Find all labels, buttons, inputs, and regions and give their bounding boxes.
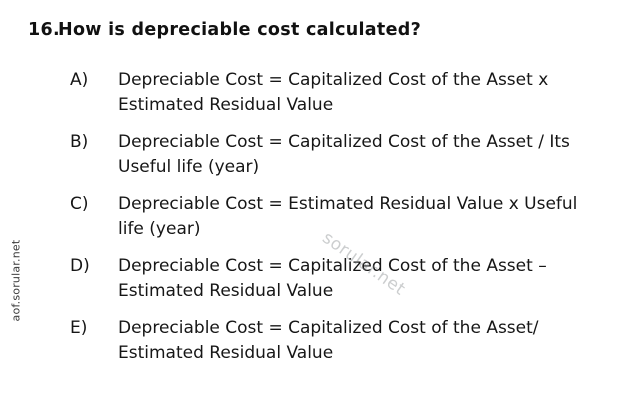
- sidebar-watermark-text: aof.sorular.net: [9, 239, 23, 322]
- option-c-text: Depreciable Cost = Estimated Residual Value x Useful life (year): [118, 194, 578, 239]
- page-title: How is depreciable cost calculated?: [58, 20, 422, 40]
- option-a-text: Depreciable Cost = Capitalized Cost of the Asset x Estimated Residual Value: [118, 70, 549, 115]
- option-b[interactable]: [70, 130, 610, 180]
- option-a[interactable]: [70, 68, 610, 118]
- option-d-letter: D): [70, 256, 90, 276]
- option-d-text: Depreciable Cost = Capitalized Cost of the Asset – Estimated Residual Value: [118, 256, 547, 301]
- option-b-letter: B): [70, 132, 89, 152]
- option-c-letter: C): [70, 194, 89, 214]
- option-b-text: Depreciable Cost = Capitalized Cost of the Asset / Its Useful life (year): [118, 132, 570, 177]
- option-a-letter: A): [70, 70, 89, 90]
- option-c[interactable]: [70, 192, 610, 242]
- option-e[interactable]: [70, 316, 610, 366]
- option-e-text: Depreciable Cost = Capitalized Cost of the Asset/ Estimated Residual Value: [118, 318, 539, 363]
- question-number: 16.: [28, 20, 60, 40]
- option-d[interactable]: [70, 254, 610, 304]
- option-e-letter: E): [70, 318, 88, 338]
- diagonal-watermark-text: sorular.net: [318, 228, 409, 300]
- options-list: [70, 68, 610, 378]
- question-heading: [28, 20, 608, 40]
- sidebar-watermark: [0, 0, 28, 405]
